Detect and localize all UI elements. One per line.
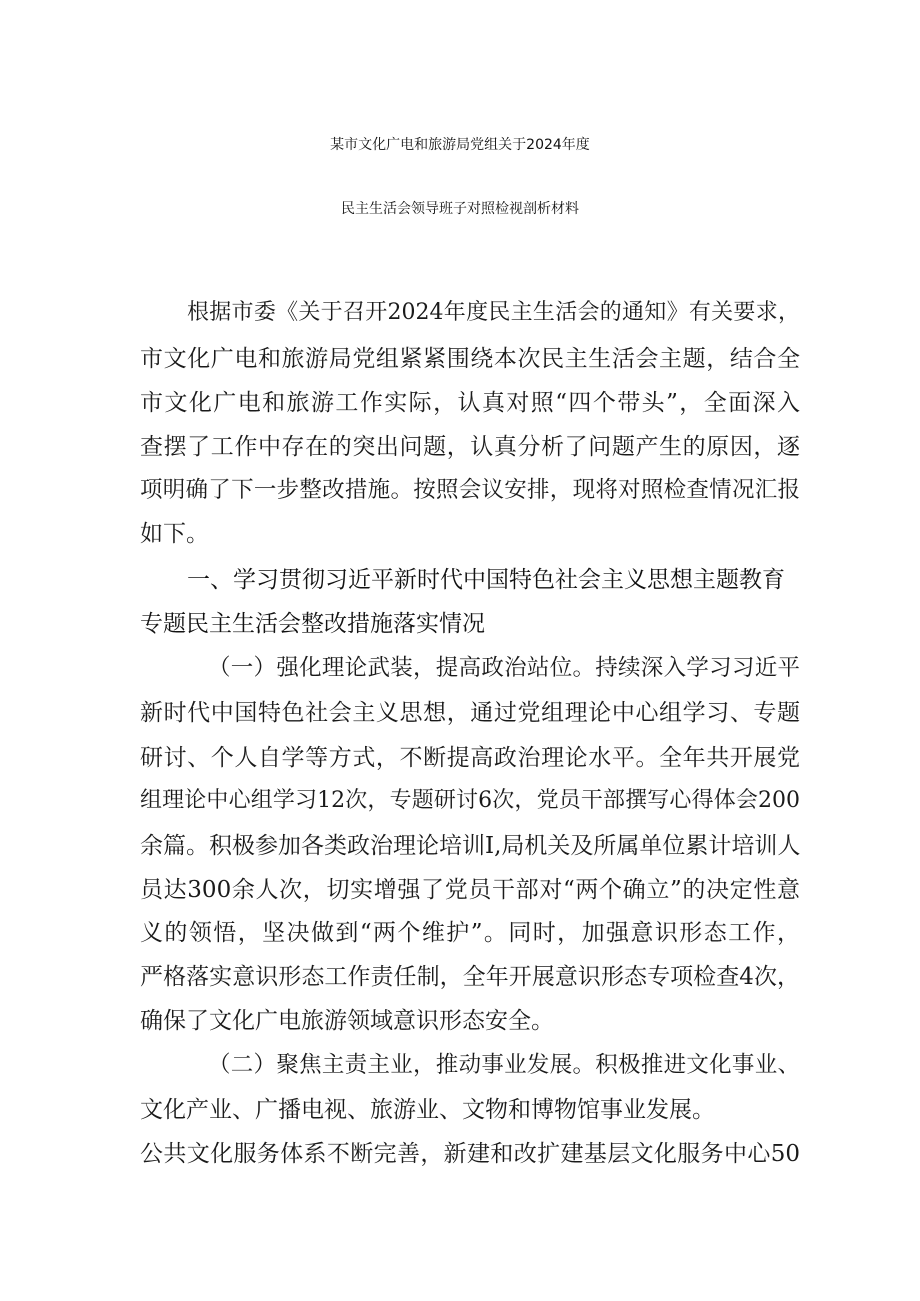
intro-line: 市文化广电和旅游工作实际，认真对照“四个带头”，全面深入 (140, 390, 800, 416)
para1-line: 确保了文化广电旅游领域意识形态安全。 (140, 1008, 554, 1034)
para1-line: 严格落实意识形态工作责任制，全年开展意识形态专项检查4次， (140, 964, 800, 990)
para1-line: （一）强化理论武装，提高政治站位。持续深入学习习近平 (208, 655, 800, 681)
section-heading-line-1: 一、学习贯彻习近平新时代中国特色社会主义思想主题教育 (187, 567, 785, 593)
intro-line: 市文化广电和旅游局党组紧紧围绕本次民主生活会主题，结合全 (140, 346, 800, 372)
para1-line: 义的领悟，坚决做到“两个维护”。同时，加强意识形态工作， (140, 920, 800, 946)
intro-line: 查摆了工作中存在的突出问题，认真分析了问题产生的原因，逐 (140, 434, 800, 460)
intro-line: 根据市委《关于召开2024年度民主生活会的通知》有关要求， (187, 300, 800, 325)
document-title-line-1: 某市文化广电和旅游局党组关于2024年度 (330, 137, 590, 153)
intro-line: 如下。 (140, 521, 209, 547)
para1-line: 组理论中心组学习12次，专题研讨6次，党员干部撰写心得体会200 (140, 788, 800, 813)
para2-line: 文化产业、广播电视、旅游业、文物和博物馆事业发展。 (140, 1097, 715, 1123)
para1-line: 新时代中国特色社会主义思想，通过党组理论中心组学习、专题 (140, 700, 800, 726)
para1-line: 余篇。积极参加各类政治理论培训I,局机关及所属单位累计培训人 (140, 833, 801, 859)
para2-line: （二）聚焦主责主业，推动事业发展。积极推进文化事业、 (208, 1052, 800, 1078)
para2-line: 公共文化服务体系不断完善，新建和改扩建基层文化服务中心50 (140, 1141, 800, 1167)
intro-line: 项明确了下一步整改措施。按照会议安排，现将对照检查情况汇报 (140, 477, 800, 503)
document-title-line-2: 民主生活会领导班子对照检视剖析材料 (341, 201, 579, 217)
section-heading-line-2: 专题民主生活会整改措施落实情况 (140, 611, 485, 637)
para1-line: 员达300余人次，切实增强了党员干部对“两个确立”的决定性意 (140, 877, 800, 903)
para1-line: 研讨、个人自学等方式，不断提高政治理论水平。全年共开展党 (140, 745, 800, 771)
